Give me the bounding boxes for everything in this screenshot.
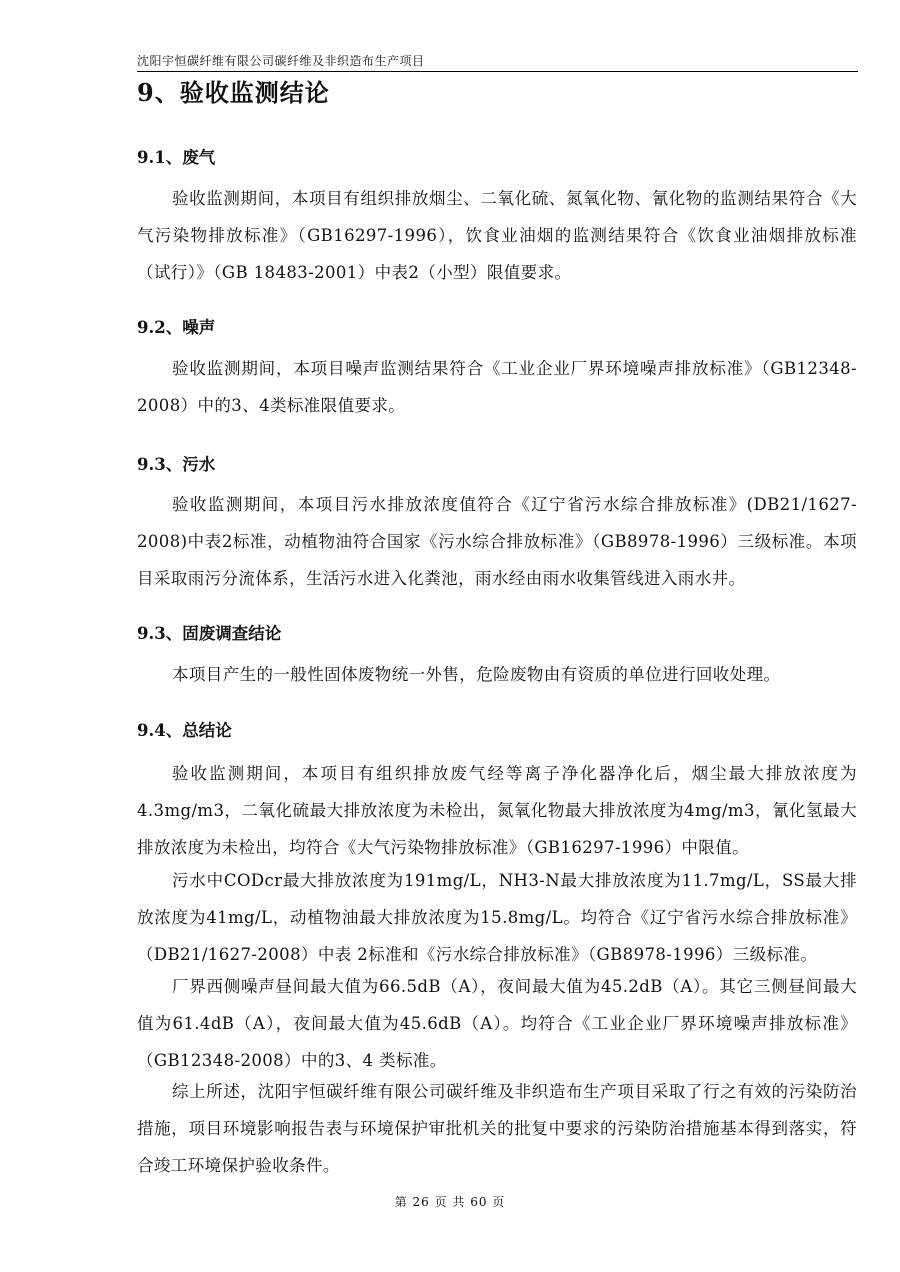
- paragraph-conclusion-noise: 厂界西侧噪声昼间最大值为66.5dB（A），夜间最大值为45.2dB（A）。其它三侧昼间最大值为61.4dB（A），夜间最大值为45.6dB（A）。均符合《工业企业厂界环境噪声排放标准》（GB12348-2008）中的3、4 类标准。: [137, 977, 857, 1070]
- paragraph-conclusion-gas: 验收监测期间，本项目有组织排放废气经等离子净化器净化后，烟尘最大排放浓度为4.3mg/m3，二氧化硫最大排放浓度为未检出，氮氧化物最大排放浓度为4mg/m3，氰化氢最大排放浓度为未检出，均符合《大气污染物排放标准》（GB16297-1996）中限值。: [137, 764, 857, 857]
- paragraph-solid-waste: 本项目产生的一般性固体废物统一外售，危险废物由有资质的单位进行回收处理。: [172, 665, 781, 684]
- paragraph-conclusion-water: 污水中CODcr最大排放浓度为191mg/L，NH3-N最大排放浓度为11.7mg/L，SS最大排放浓度为41mg/L，动植物油最大排放浓度为15.8mg/L。均符合《辽宁省污水综合排放标准》（DB21/1627-2008）中表 2标准和《污水综合排放标准》（GB8978-1996）三级标准。: [137, 871, 857, 964]
- paragraph-exhaust-gas: 验收监测期间，本项目有组织排放烟尘、二氧化硫、氮氧化物、氰化物的监测结果符合《大气污染物排放标准》（GB16297-1996），饮食业油烟的监测结果符合《饮食业油烟排放标准（试行）》（GB 18483-2001）中表2（小型）限值要求。: [137, 189, 857, 282]
- page-title: 9、验收监测结论: [137, 78, 330, 107]
- paragraph-wastewater: 验收监测期间，本项目污水排放浓度值符合《辽宁省污水综合排放标准》(DB21/1627-2008)中表2标准，动植物油符合国家《污水综合排放标准》（GB8978-1996）三级标准。本项目采取雨污分流体系，生活污水进入化粪池，雨水经由雨水收集管线进入雨水井。: [137, 495, 857, 588]
- page-number-footer: 第 26 页 共 60 页: [394, 1195, 506, 1209]
- document-header: 沈阳宇恒碳纤维有限公司碳纤维及非织造布生产项目: [137, 52, 858, 72]
- section-heading-conclusion: 9.4、总结论: [137, 721, 232, 740]
- section-heading-noise: 9.2、噪声: [137, 318, 216, 337]
- section-heading-solid-waste: 9.3、固废调查结论: [137, 624, 282, 643]
- paragraph-conclusion-summary: 综上所述，沈阳宇恒碳纤维有限公司碳纤维及非织造布生产项目采取了行之有效的污染防治措施，项目环境影响报告表与环境保护审批机关的批复中要求的污染防治措施基本得到落实，符合竣工环境保护验收条件。: [137, 1082, 857, 1175]
- paragraph-noise: 验收监测期间，本项目噪声监测结果符合《工业企业厂界环境噪声排放标准》（GB12348-2008）中的3、4类标准限值要求。: [137, 359, 857, 415]
- section-heading-exhaust-gas: 9.1、废气: [137, 148, 216, 167]
- section-heading-wastewater: 9.3、污水: [137, 455, 216, 474]
